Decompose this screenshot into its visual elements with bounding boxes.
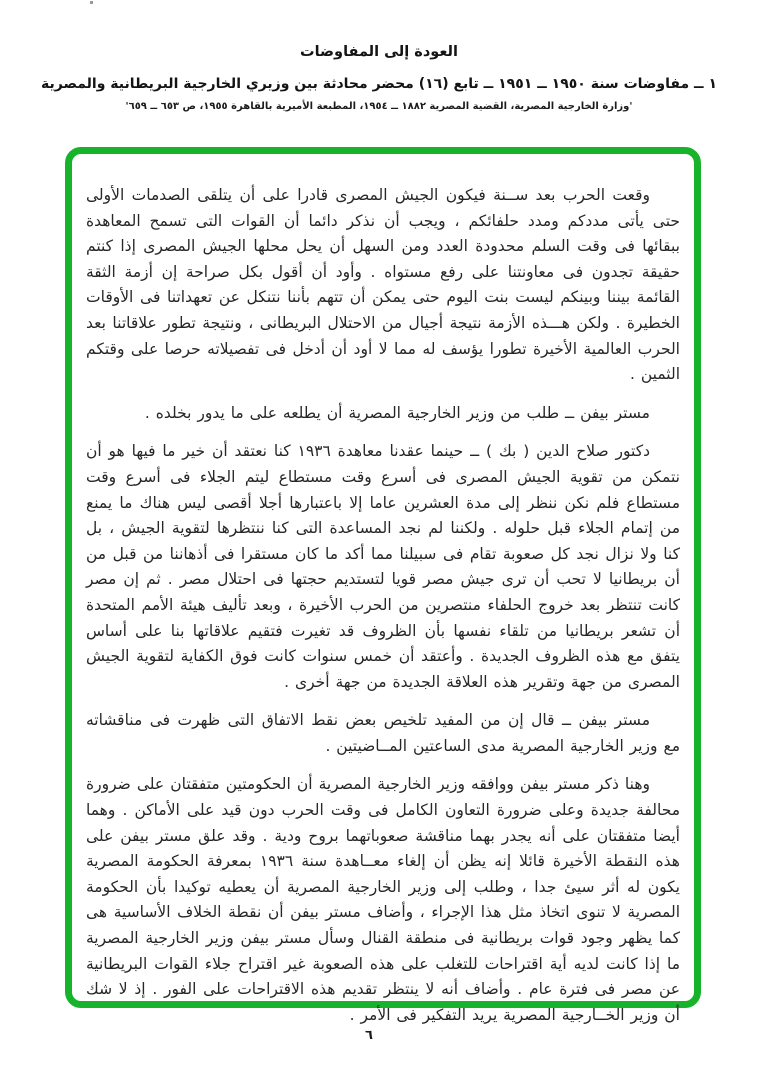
paragraph: دكتور صلاح الدين ( بك ) ــ حينما عقدنا معاهدة ١٩٣٦ كنا نعتقد أن خير ما فيها هو أن نتمكن من تقوية الجيش المصرى فى أسرع وقت مستطاع ليتم الجلاء فى أسرع وقت مستطاع فلم نكن ننظر إلى مدة العشرين عاما إلا باعتبارها أجلا أقصى ليس هناك ما يمنع من إتمام الجلاء قبل حلوله . ولكننا لم نجد المساعدة التى كنا ننتظرها لتقوية الجيش ، بل كنا ولا نزال نجد كل صعوبة تقام فى سبيلنا مما أكد ما كان مستقرا فى أذهاننا من قبل من أن بريطانيا لا تحب أن ترى جيش مصر قويا لتستديم حجتها فى احتلال مصر . ثم إن مصر كانت تنتظر بعد خروج الحلفاء منتصرين من الحرب الأخيرة ، وبعد تأليف هيئة الأمم المتحدة أن تشعر بريطانيا من تلقاء نفسها بأن الظروف قد تغيرت فتقيم علاقاتها بنا على أساس يتفق مع هذه الظروف الجديدة . وأعتقد أن خمس سنوات كانت فوق الكفاية لتقوية الجيش المصرى من جهة وتقرير هذه العلاقة الجديدة من جهة أخرى . — [86, 442, 680, 691]
page-number: ٦ — [365, 1028, 373, 1043]
page-title: العودة إلى المفاوضات — [300, 44, 458, 60]
paragraph: وقعت الحرب بعد ســنة فيكون الجيش المصرى قادرا على أن يتلقى الصدمات الأولى حتى يأتى مددكم ومدد حلفائكم ، ويجب أن نذكر دائما أن القوات التى تسمح المعاهدة ببقائها فى وقت السلم محدودة العدد ومن السهل أن يحل محلها الجيش المصرى إذا كنتم حقيقة تجدون فى معاونتنا على رفع مستواه . وأود أن أقول بكل صراحة إن أزمة الثقة القائمة بيننا وبينكم ليست بنت اليوم حتى يمكن أن تتهم بأننا نتنكل عن تعهداتنا فى الأوقات الخطيرة . ولكن هـــذه الأزمة نتيجة أجيال من الاحتلال البريطانى ، ونتيجة تطور علاقاتنا بعد الحرب العالمية الأخيرة تطورا يؤسف له مما لا أود أن أدخل فى تفصيلاته حرصا على وقتكم الثمين . — [86, 186, 680, 384]
document-subtitle: ١ ــ مفاوضات سنة ١٩٥٠ ــ ١٩٥١ ــ تابع (١٦) محضر محادثة بين وزيري الخارجية البريطانية والمصرية — [41, 76, 717, 92]
document-header — [0, 44, 758, 112]
document-body — [86, 183, 680, 1041]
source-citation: 'وزارة الخارجية المصرية، القضية المصرية ١٨٨٢ ــ ١٩٥٤، المطبعة الأميرية بالقاهرة ١٩٥٥، ص ٦٥٣ ــ ٦٥٩' — [125, 101, 633, 112]
paragraph: مستر بيفن ــ طلب من وزير الخارجية المصرية أن يطلعه على ما يدور بخلده . — [144, 403, 650, 422]
scan-artifact-speck — [90, 1, 93, 4]
paragraph: وهنا ذكر مستر بيفن ووافقه وزير الخارجية المصرية أن الحكومتين متفقتان على ضرورة محالفة جديدة وعلى ضرورة التعاون الكامل فى وقت الحرب دون قيد على الأماكن . وهما أيضا متفقتان على أنه يجدر بهما مناقشة صعوباتهما بروح ودية . وقد علق مستر بيفن على هذه النقطة الأخيرة قائلا إنه يظن أن إلغاء معــاهدة سنة ١٩٣٦ بمعرفة الحكومة المصرية يكون له أثر سيئ جدا ، وطلب إلى وزير الخارجية المصرية أن يعطيه توكيدا بأن الحكومة المصرية لا تنوى اتخاذ مثل هذا الإجراء ، وأضاف مستر بيفن أن نقطة الخلاف الأساسية هى كما يظهر وجود قوات بريطانية فى منطقة القنال وسأل مستر بيفن وزير الخارجية المصرية ما إذا كانت لديه أية اقتراحات للتغلب على هذه الصعوبة غير اقتراح جلاء القوات البريطانية عن مصر فى فترة عام . وأضاف أنه لا ينتظر تقديم هذه الاقتراحات على الفور . إذ لا شك أن وزير الخــارجية المصرية يريد التفكير فى الأمر . — [86, 775, 680, 1024]
paragraph: مستر بيفن ــ قال إن من المفيد تلخيص بعض نقط الاتفاق التى ظهرت فى مناقشاته مع وزير الخارجية المصرية مدى الساعتين المــاضيتين . — [86, 711, 680, 755]
